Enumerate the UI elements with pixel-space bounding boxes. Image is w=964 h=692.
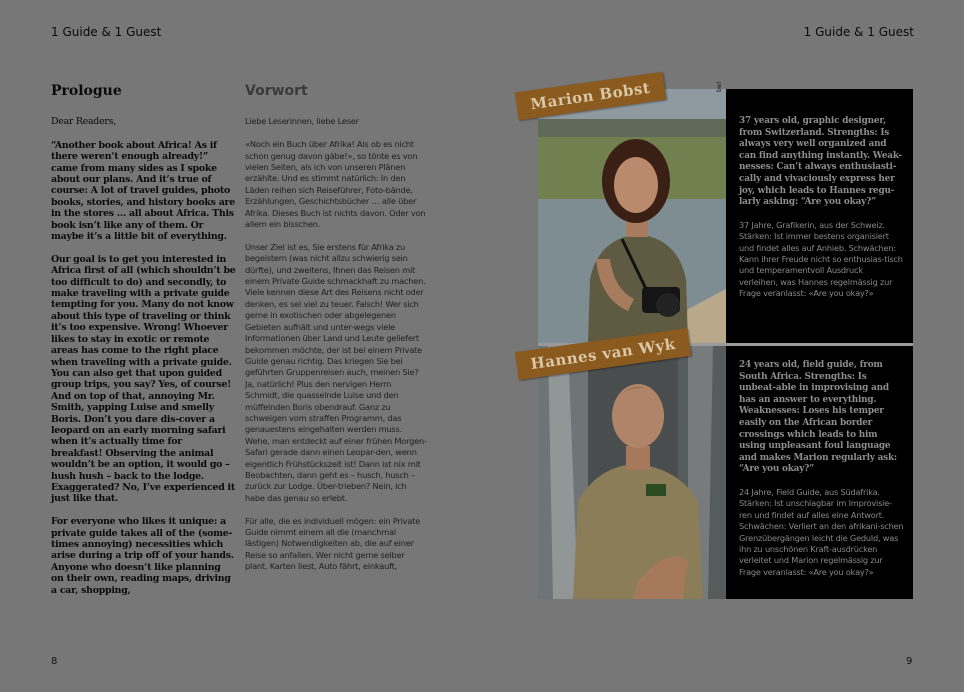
german-paragraph: Für alle, die es individuell mögen: ein Private Guide nimmt einem all die (manchmal lästigen) Notwendigkeiten ab, die auf einer Reise so anfallen. Wer nicht gerne selber plant, Karten liest, Auto fährt, einkauft, (245, 515, 421, 572)
marion-bio-english: 37 years old, graphic designer, from Switzerland. Strengths: Is always very well organized and can find anything instantly. Weak-nesses: Can’t always enthusiasti-cally and vivaciously express her joy, which leads to Hannes regu-larly asking: “Are you okay?” (739, 116, 902, 208)
german-column (245, 83, 427, 584)
english-column (51, 83, 236, 607)
english-paragraph: For everyone who likes it unique: a private guide takes all of the (some-times annoying) necessities which arise during a trip off of your hands. Anyone who doesn’t like planning on their own, reading maps, driving a car, shopping, (51, 516, 234, 596)
page-number-left: 8 (51, 656, 58, 667)
hannes-bio-german: 24 Jahre, Field Guide, aus Südafrika. Stärken: Ist unschlagbar im Improvisie-ren und findet auf alles eine Antwort. Schwächen: Verliert an den afrikani-schen Grenzübergängen leicht die Geduld, was ihn zu unschönen Kraft-ausdrücken verleitet und Marion regelmässig zur Frage veranlasst: «Are you okay?» (739, 486, 904, 577)
english-greeting: Dear Readers, (51, 116, 116, 128)
german-title: Vorwort (245, 83, 308, 99)
marion-name-tag: Marion Bobst (515, 72, 666, 120)
marion-bio-box (726, 89, 913, 343)
german-paragraph: «Noch ein Buch über Afrika! Als ob es nicht schon genug davon gäbe!», so tönte es von vielen Seiten, als ich von unseren Plänen erzählte. Und es stimmt natürlich: In den Läden reihen sich Reiseführer, Foto-bände, Erzählungen, Geschichtsbücher … alle über Afrika. Dieses Buch ist nichts davon. Oder von allem ein bisschen. (245, 139, 426, 230)
german-greeting: Liebe Leserinnen, liebe Leser (245, 116, 359, 127)
german-paragraph: Unser Ziel ist es, Sie erstens für Afrika zu begeistern (was nicht allzu schwierig sein dürfte), und zweitens, Ihnen das Reisen mit einem Private Guide schmackhaft zu machen. Viele kennen diese Art des Reisens nicht oder denken, es sei viel zu teuer. Falsch! Wer sich gerne in exotischen oder abgelegenen Gebieten aufhält und unter-wegs viele Informationen über Land und Leute geliefert bekommen möchte, der ist bei einem Private Guide genau richtig. Das kriegen Sie bei geführten Gruppenreisen auch, meinen Sie? Ja, natürlich! Plus den nervigen Herrn Schmidt, die quasselnde Luise und den müffelnden Boris obendrauf. Ganz zu schweigen vom straffen Programm, das genauestens eingehalten werden muss. Wehe, man entdeckt auf einer frühen Morgen-Safari gerade dann einen Leopar-den, wenn eigentlich Frühstückszeit ist! Dann ist nix mit Beobachten, dann geht es – husch, husch – zurück zur Lodge. Über-trieben? Nein, ich habe das genau so erlebt. (245, 241, 427, 503)
hannes-name-tag: Hannes van Wyk (515, 328, 691, 380)
marion-photo (538, 89, 726, 343)
running-head-left: 1 Guide & 1 Guest (51, 25, 162, 39)
marion-bio-german: 37 Jahre, Grafikerin, aus der Schweiz. Stärken: Ist immer bestens organisiert und findet alles auf Anhieb. Schwächen: Kann ihrer Freude nicht so enthusias-tisch und temperamentvoll Ausdruck verleihen, was Hannes regelmässig zur Frage veranlasst: «Are you okay?» (739, 219, 903, 299)
english-paragraph: “Another book about Africa! As if there weren’t enough already!” came from many sides as I spoke about our plans. And it’s true of course: A lot of travel guides, photo books, stories, and history books are in the stores … all about Africa. This book isn’t like any of them. Or maybe it’s a little bit of everything. (51, 139, 235, 243)
english-paragraph: Our goal is to get you interested in Africa first of all (which shouldn’t be too difficult to do) and secondly, to make traveling with a private guide tempting for you. Many do not know about this type of traveling or think it’s too expensive. Wrong! Whoever likes to stay in exotic or remote areas has come to the right place when traveling with a private guide. You can also get that upon guided group trips, you say? Yes, of course! And on top of that, annoying Mr. Smith, yapping Luise and smelly Boris. Don’t you dare dis-cover a leopard on an early morning safari when it’s actually time for breakfast! Observing the animal wouldn’t be an option, it would go – hush hush – back to the lodge. Exaggerated? No, I’ve experienced it just like that. (51, 253, 236, 505)
hannes-bio-box (726, 346, 913, 599)
photo-credit: bwl (716, 81, 723, 92)
running-head-right: 1 Guide & 1 Guest (803, 25, 914, 39)
hannes-bio-english: 24 years old, field guide, from South Africa. Strengths: Is unbeat-able in improvising and has an answer to everything. Weaknesses: Loses his temper easily on the African border crossings which leads to him using unpleasant foul language and makes Marion regularly ask: “Are you okay?” (739, 360, 897, 475)
page-number-right: 9 (906, 656, 913, 667)
hannes-photo (538, 346, 726, 599)
english-title: Prologue (51, 83, 122, 99)
